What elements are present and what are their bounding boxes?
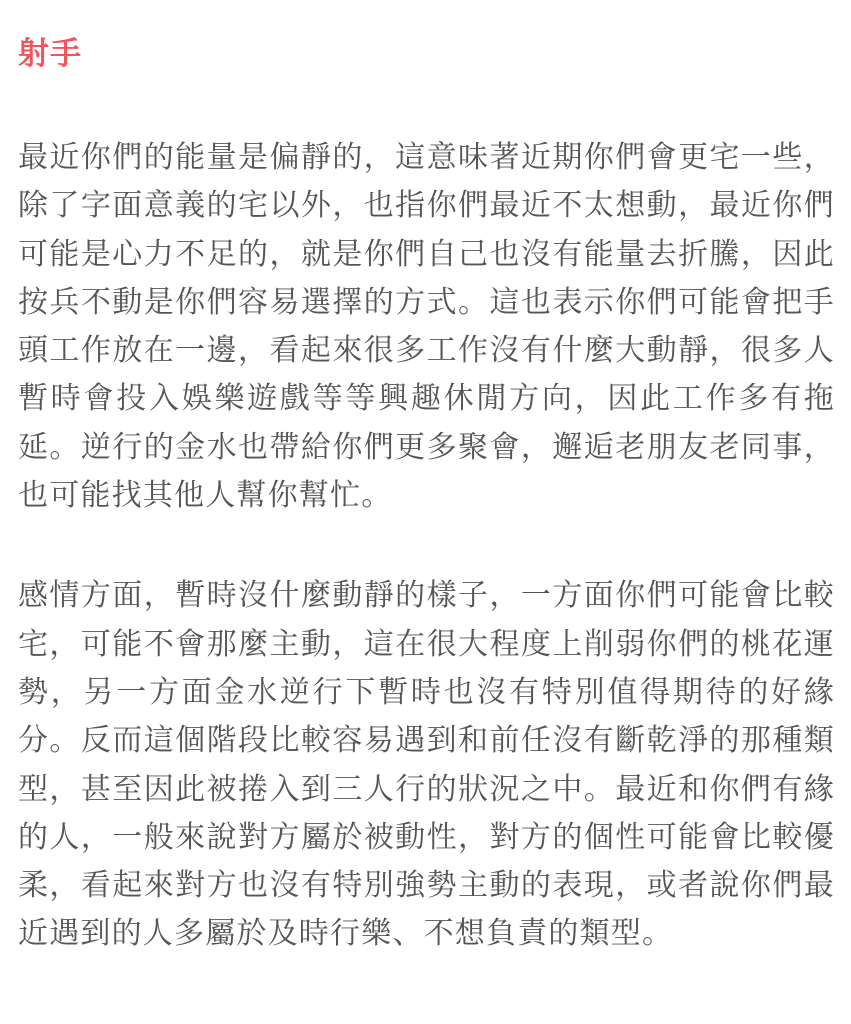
sign-heading: 射手: [18, 36, 82, 72]
paragraph-career: 最近你們的能量是偏靜的，這意味著近期你們會更宅一些，除了字面意義的宅以外，也指你們最近不太想動，最近你們可能是心力不足的，就是你們自己也沒有能量去折騰，因此按兵不動是你們容易選擇的方式。這也表示你們可能會把手頭工作放在一邊，看起來很多工作沒有什麼大動靜，很多人暫時會投入娛樂遊戲等等興趣休閒方向，因此工作多有拖延。逆行的金水也帶給你們更多聚會，邂逅老朋友老同事，也可能找其他人幫你幫忙。: [18, 140, 835, 514]
paragraph-love: 感情方面，暫時沒什麼動靜的樣子，一方面你們可能會比較宅，可能不會那麼主動，這在很大程度上削弱你們的桃花運勢，另一方面金水逆行下暫時也沒有特別值得期待的好緣分。反而這個階段比較容易遇到和前任沒有斷乾淨的那種類型，甚至因此被捲入到三人行的狀況之中。最近和你們有緣的人，一般來說對方屬於被動性，對方的個性可能會比較優柔，看起來對方也沒有特別強勢主動的表現，或者說你們最近遇到的人多屬於及時行樂、不想負責的類型。: [18, 578, 835, 952]
